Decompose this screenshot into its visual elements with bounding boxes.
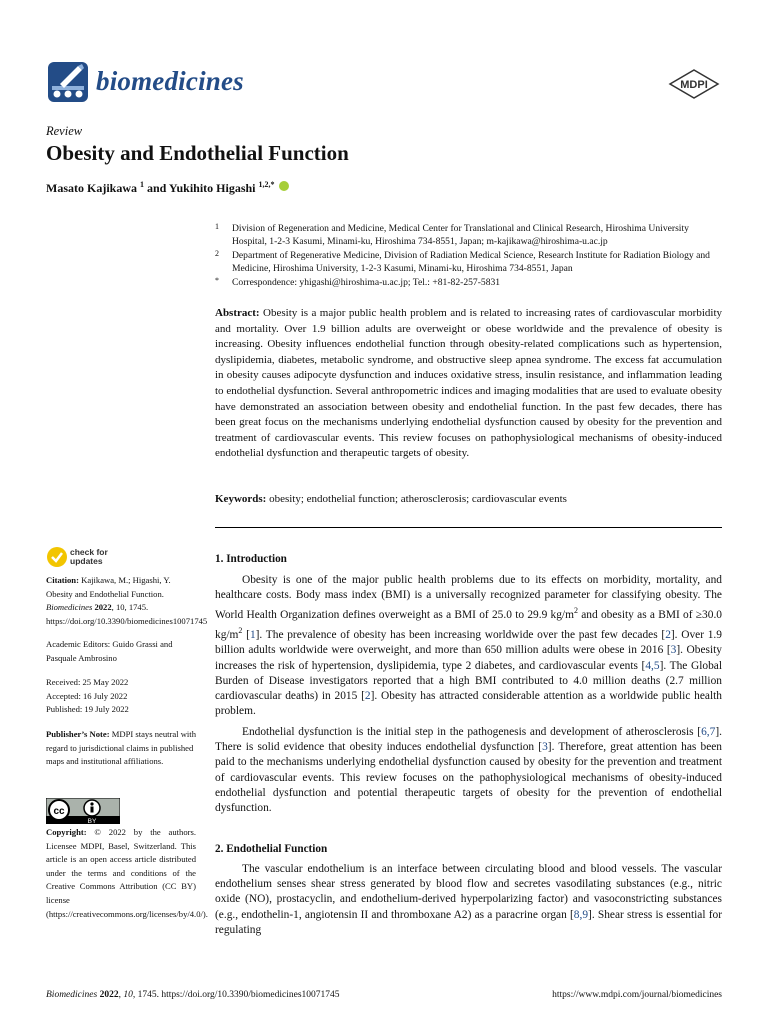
publisher-note-label: Publisher’s Note:	[46, 729, 110, 739]
correspondence	[215, 276, 725, 289]
paragraph-text: Obesity is one of the major public health problems due to its effects on morbidity, mortality, and healthcare costs. Body mass index (BMI) is a universally recognized parameter for classifying obesity. The World Health Organization defines overweight as a BMI of 25.0 to 29.9 kg/m	[215, 574, 722, 622]
cc-badge-text: BY	[87, 818, 97, 824]
paragraph-text: ]. Obesity increases the risk of hypertension, dyslipidemia, type 2 diabetes, and cardiovascular events [	[215, 644, 722, 672]
keywords-text: obesity; endothelial function; atherosclerosis; cardiovascular events	[269, 493, 567, 505]
body-paragraph	[215, 725, 722, 816]
keywords-label: Keywords:	[215, 493, 267, 505]
svg-text:cc: cc	[53, 806, 65, 817]
check-for-updates-badge[interactable]	[46, 546, 166, 570]
affiliation-text: Department of Regenerative Medicine, Division of Radiation Medical Science, Research Institute for Radiation Biology and Medicine, Hiroshima University, 1-2-3 Kasumi, Minami-ku, Hiroshima 734-8551, Japan	[232, 250, 710, 274]
received-date: Received: 25 May 2022	[46, 677, 129, 687]
footer-journal: Biomedicines	[46, 990, 98, 1000]
affiliation-text: Division of Regeneration and Medicine, Medical Center for Translational and Clinical Research, Hiroshima University Hospital, 1-2-3 Kasumi, Minami-ku, Hiroshima 734-8551, Japan; m-kajikawa@hiroshima-u.ac.jp	[232, 223, 689, 247]
author-affiliation-mark: 1,2,*	[258, 180, 275, 189]
paragraph-text: ]. Shear stress is essential for regulating	[215, 908, 722, 936]
body-paragraph	[215, 573, 722, 719]
footer-citation: Biomedicines 2022, 10, 1745. https://doi.org/10.3390/biomedicines10071745	[46, 990, 340, 1000]
section-heading-endothelial-function: 2. Endothelial Function	[215, 843, 328, 855]
affiliation	[215, 222, 725, 248]
citation-year: 2022	[94, 602, 112, 613]
paragraph-text: ]. Obesity has attracted considerable attention as a worldwide public health problem.	[215, 690, 722, 718]
affiliation-number: *	[215, 276, 219, 285]
publisher-note	[46, 728, 196, 769]
footer-volume: 10	[123, 990, 133, 1000]
published-date: Published: 19 July 2022	[46, 704, 129, 715]
orcid-icon[interactable]	[279, 181, 289, 191]
reference-link[interactable]: 6,7	[701, 726, 716, 738]
body-paragraph	[215, 862, 722, 938]
paragraph-text: ]. Over 1.9 billion adults worldwide were overweight, and more than 650 million adults were obese in 2016 [	[215, 629, 722, 657]
affiliation-number: 1	[215, 222, 219, 231]
reference-link[interactable]: 3	[670, 644, 677, 657]
article-title: Obesity and Endothelial Function	[46, 141, 349, 165]
mdpi-logo	[668, 68, 720, 100]
keywords	[215, 492, 722, 508]
citation-text: Kajikawa, M.; Higashi, Y. Obesity and Endothelial Function.	[46, 575, 171, 599]
section-heading-introduction: 1. Introduction	[215, 553, 287, 565]
author-connector: and	[147, 181, 167, 195]
reference-link[interactable]: 8,9	[573, 908, 589, 921]
author-name[interactable]: Yukihito Higashi	[168, 181, 256, 195]
copyright-text: © 2022 by the authors. Licensee MDPI, Basel, Switzerland. This article is an open access article distributed under the terms and conditions of the Creative Commons Attribution (CC BY) license (https://creativecommons.org/licenses/by/4.0/).	[46, 827, 208, 919]
superscript: 2	[573, 606, 578, 616]
publisher-note-text: MDPI stays neutral with regard to jurisdictional claims in published maps and institutional affiliations.	[46, 729, 196, 767]
divider	[215, 527, 722, 528]
footer-doi[interactable]: , 1745. https://doi.org/10.3390/biomedicines10071745	[132, 990, 340, 1000]
reference-link[interactable]: 2	[364, 690, 371, 703]
paragraph-text: The vascular endothelium is an interface between circulating blood and blood vessels. The vascular endothelium senses shear stress generated by blood flow and secretes vasodilating substances (e.g., nitric oxide (NO), prostacyclin, and endothelium-derived hyperpolarizing factor) and vasoconstricting substances (e.g., endothelin-1, angiotensin II and thromboxane A2) as a paracrine organ [	[215, 863, 722, 921]
abstract-label: Abstract:	[215, 307, 260, 319]
paragraph-text: and obesity as a BMI of ≥30.0 kg/m	[215, 609, 722, 642]
paragraph-text: ]. The Global Burden of Disease investigators reported that a high BMI contributed to 4.0 million deaths (2.7 million cardiovascular deaths) in 2015 [	[215, 659, 722, 703]
paragraph-text: [	[242, 629, 250, 642]
journal-name: biomedicines	[96, 66, 244, 96]
citation-doi[interactable]: , 10, 1745. https://doi.org/10.3390/biomedicines10071745	[46, 602, 208, 626]
footer-year: 2022	[99, 990, 119, 1000]
author-list	[46, 180, 289, 196]
reference-link[interactable]: 1	[249, 629, 256, 642]
citation-label: Citation:	[46, 575, 79, 585]
paragraph-text: ]. Therefore, great attention has been paid to the mechanisms underlying endothelial dysfunction caused by obesity for the prevention and treatment of cardiovascular events. This review focuses on the pathophysiological mechanisms of obesity-induced endothelial dysfunction and potential therapeutic targets of obesity for the prevention of endothelial dysfunction.	[215, 741, 722, 815]
correspondence-text: Correspondence: yhigashi@hiroshima-u.ac.jp; Tel.: +81-82-257-5831	[232, 277, 501, 288]
superscript: 2	[238, 626, 243, 636]
mdpi-logo-text: MDPI	[680, 79, 708, 91]
footer-journal-url[interactable]: https://www.mdpi.com/journal/biomedicines	[552, 990, 722, 1000]
citation-block	[46, 574, 208, 628]
paragraph-text: ]. There is solid evidence that obesity induces endothelial dysfunction [	[215, 726, 722, 754]
article-type: Review	[46, 124, 83, 138]
affiliation-number: 2	[215, 249, 219, 258]
reference-link[interactable]: 4,5	[645, 659, 660, 672]
paragraph-text: ]. The prevalence of obesity has been increasing worldwide over the past few decades [	[255, 629, 666, 642]
paragraph-text: Endothelial dysfunction is the initial step in the pathogenesis and development of atherosclerosis [	[242, 726, 702, 738]
abstract-text: Obesity is a major public health problem and is related to increasing rates of cardiovascular morbidity and mortality. Over 1.9 billion adults are overweight or obese worldwide and the prevalence of obesity is increasing. Obesity influences endothelial function through obesity-related complications such as hypertension, dyslipidemia, diabetes, metabolic syndrome, and obstructive sleep apnea syndrome. The excess fat accumulation in obesity causes adipocyte dysfunction and induces oxidative stress, insulin resistance, and inflammation leading to endothelial dysfunction. Several anthropometric indices and imaging modalities that are used to evaluate obesity have demonstrated an association between obesity and endothelial function. In the past few decades, there has been great focus on the mechanisms underlying endothelial dysfunction caused by obesity for the prevention and treatment of cardiovascular events. This review focuses on pathophysiological mechanisms of obesity-induced endothelial dysfunction and therapeutic targets of obesity.	[215, 307, 722, 460]
reference-link[interactable]: 2	[665, 629, 671, 642]
journal-logo-icon	[46, 60, 90, 104]
academic-editors: Academic Editors: Guido Grassi and Pasquale Ambrosino	[46, 639, 173, 663]
citation-journal: Biomedicines	[46, 602, 93, 613]
author-name[interactable]: Masato Kajikawa	[46, 181, 137, 195]
cc-by-license-icon[interactable]	[46, 798, 120, 824]
publication-dates	[46, 676, 196, 717]
reference-link[interactable]: 3	[542, 741, 548, 754]
check-updates-text: check for updates	[70, 547, 108, 566]
check-updates-icon	[46, 546, 68, 568]
accepted-date: Accepted: 16 July 2022	[46, 690, 128, 701]
author-affiliation-mark: 1	[140, 180, 144, 189]
abstract	[215, 306, 722, 462]
copyright-notice	[46, 826, 208, 921]
copyright-label: Copyright:	[46, 827, 87, 837]
affiliation	[215, 249, 725, 275]
